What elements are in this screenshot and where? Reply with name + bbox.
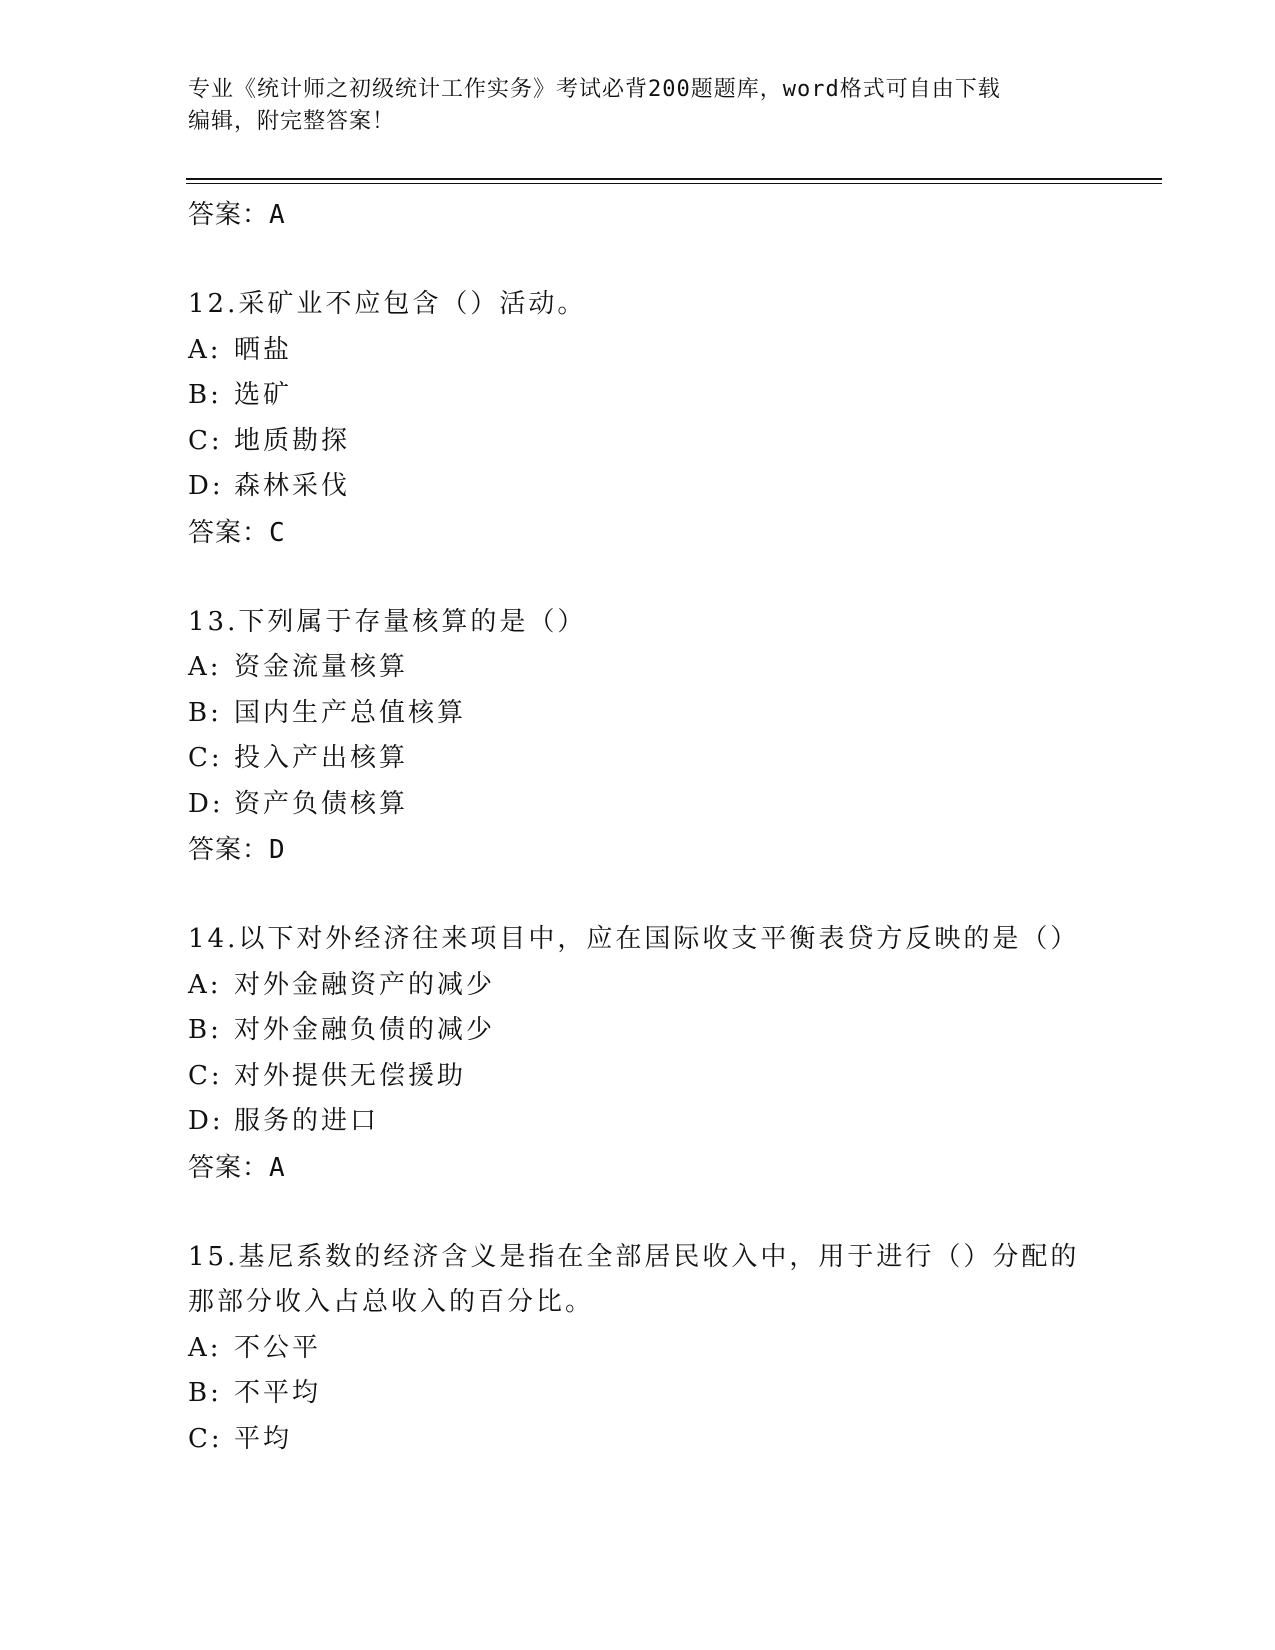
answer-value: D <box>269 835 286 865</box>
header-rule-thin <box>186 183 1162 184</box>
option-text: 国内生产总值核算 <box>234 697 467 728</box>
spacer <box>188 238 1148 282</box>
option-text: 资产负债核算 <box>234 788 409 819</box>
answer-label: 答案： <box>188 1152 270 1183</box>
answer-line <box>188 192 1148 238</box>
answer-value: A <box>269 200 286 230</box>
answer-line <box>188 510 1148 556</box>
option-b <box>188 1371 1148 1417</box>
option-a <box>188 328 1148 374</box>
option-label: A: <box>188 1332 222 1363</box>
header-rule-thick <box>186 178 1162 180</box>
option-d <box>188 1099 1148 1145</box>
answer-label: 答案： <box>188 200 270 230</box>
answer-value: C <box>269 517 286 548</box>
option-text: 投入产出核算 <box>234 743 409 773</box>
question-block-13 <box>188 600 1148 874</box>
spacer <box>188 1191 1148 1235</box>
option-text: 选矿 <box>234 380 293 410</box>
option-label: C: <box>188 1423 223 1454</box>
option-c <box>188 419 1148 465</box>
option-text: 对外提供无偿援助 <box>234 1060 467 1091</box>
option-label: A: <box>188 969 222 1000</box>
option-label: A: <box>188 334 222 365</box>
header-line-1: 专业《统计师之初级统计工作实务》考试必背200题题库，word格式可自由下载 <box>188 77 1001 102</box>
option-text: 平均 <box>234 1423 293 1454</box>
option-text: 服务的进口 <box>234 1106 380 1136</box>
option-text: 不平均 <box>234 1378 322 1408</box>
option-text: 晒盐 <box>234 334 293 365</box>
spacer <box>188 556 1148 600</box>
question-block-14 <box>188 917 1148 1191</box>
option-d <box>188 464 1148 510</box>
option-b <box>188 373 1148 419</box>
question-stem-continued: 那部分收入占总收入的百分比。 <box>188 1287 595 1317</box>
option-label: D: <box>188 788 224 819</box>
question-stem: 13.下列属于存量核算的是（） <box>188 606 587 637</box>
question-stem: 14.以下对外经济往来项目中，应在国际收支平衡表贷方反映的是（） <box>188 924 1080 954</box>
option-text: 对外金融负债的减少 <box>234 1015 496 1045</box>
option-c <box>188 736 1148 782</box>
question-block-12 <box>188 282 1148 556</box>
option-text: 不公平 <box>234 1332 322 1363</box>
question-block-15 <box>188 1235 1148 1463</box>
option-b <box>188 691 1148 737</box>
option-a <box>188 645 1148 691</box>
option-text: 森林采伐 <box>234 471 351 501</box>
option-d <box>188 782 1148 828</box>
option-label: C: <box>188 1060 223 1091</box>
option-label: A: <box>188 652 222 682</box>
option-label: C: <box>188 743 223 773</box>
spacer <box>188 873 1148 917</box>
option-label: C: <box>188 425 223 456</box>
page-header <box>188 74 1088 138</box>
option-c <box>188 1417 1148 1463</box>
header-line-2: 编辑，附完整答案！ <box>188 109 396 134</box>
answer-line <box>188 827 1148 873</box>
option-label: B: <box>188 697 222 728</box>
option-label: B: <box>188 380 222 410</box>
answer-line <box>188 1145 1148 1191</box>
option-text: 地质勘探 <box>234 425 351 456</box>
option-a <box>188 963 1148 1009</box>
option-label: B: <box>188 1378 222 1408</box>
question-stem: 12.采矿业不应包含（）活动。 <box>188 289 587 319</box>
option-label: B: <box>188 1015 222 1045</box>
answer-label: 答案： <box>188 835 270 865</box>
option-c <box>188 1054 1148 1100</box>
option-text: 资金流量核算 <box>234 652 409 682</box>
option-label: D: <box>188 471 224 501</box>
option-b <box>188 1008 1148 1054</box>
option-label: D: <box>188 1106 224 1136</box>
option-text: 对外金融资产的减少 <box>234 969 496 1000</box>
question-content <box>188 192 1148 1462</box>
answer-value: A <box>269 1152 286 1183</box>
answer-label: 答案： <box>188 517 270 548</box>
question-stem: 15.基尼系数的经济含义是指在全部居民收入中，用于进行（）分配的 <box>188 1241 1080 1272</box>
option-a <box>188 1326 1148 1372</box>
